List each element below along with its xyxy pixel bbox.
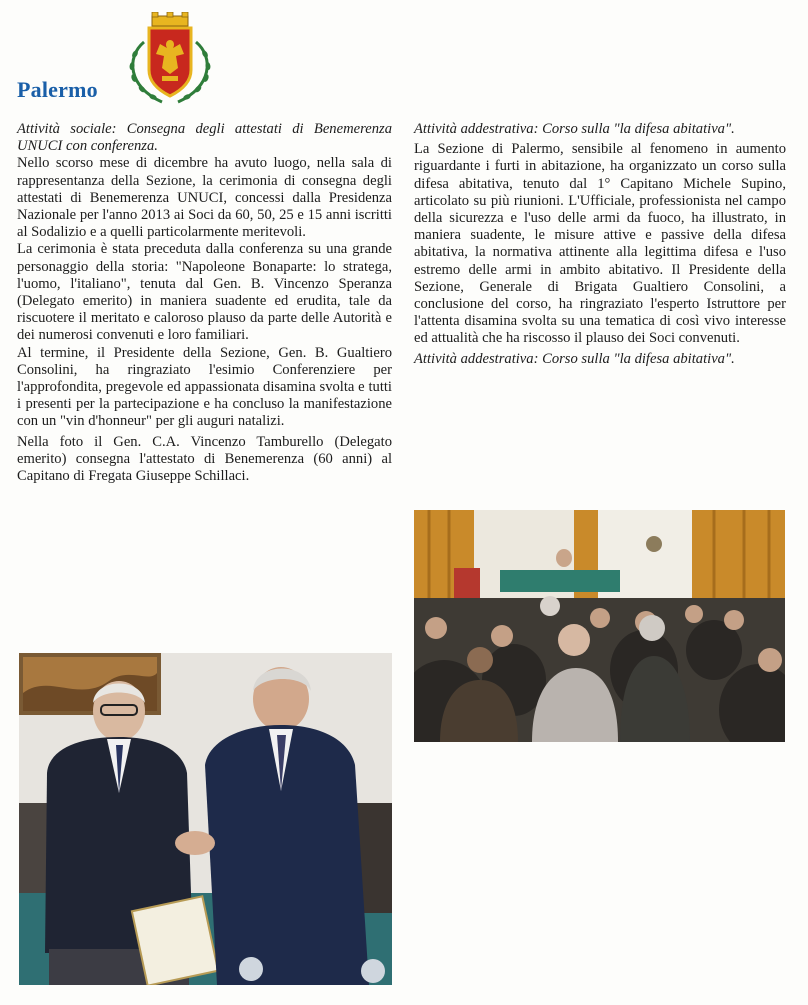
palermo-coat-of-arms-icon [122,12,218,110]
course-audience-photo [414,510,785,742]
left-photo-caption: Nella foto il Gen. C.A. Vincenzo Tamburello (Delegato emerito) consegna l'attestato di Benemerenza (60 anni) al Capitano di Fregata Giuseppe Schillaci. [17,433,392,485]
left-paragraph-1: Nello scorso mese di dicembre ha avuto luogo, nella sala di rappresentanza della Sezione, la cerimonia di consegna degli attestati di Benemerenza UNUCI, concessi dalla Presidenza Nazionale per l'anno 2013 ai Soci da 60, 50, 25 e 15 anni iscritti al Sodalizio e a quelli particolarmente meritevoli. [17,155,392,241]
right-paragraph-1: La Sezione di Palermo, sensibile al fenomeno in aumento riguardante i furti in abitazione, ha organizzato un corso sulla difesa abitativa, tenuto dal 1° Capitano Michele Supino, articolato su più riunioni. L'Ufficiale, professionista nel campo della sicurezza e l'uso delle armi da fuoco, ha illustrato, in maniera suadente, le misure attive e passive della difesa abitativa, la normativa attinente alla legittima difesa e l'uso estremo delle armi in ambito abitativo. Il Presidente della Sezione, Generale di Brigata Gualtiero Consolini, a conclusione del corso, ha ringraziato l'esperto Istruttore per l'attenta disamina svolta su una tematica di così vivo interesse ed attualità che ha riscosso il plauso dei Soci convenuti. [414,141,786,347]
ceremony-photo [19,653,392,985]
left-paragraph-2: La cerimonia è stata preceduta dalla conferenza su una grande personaggio della storia: "Napoleone Bonaparte: lo stratega, l'uomo, l'italiano", tenuta dal Gen. B. Vincenzo Speranza (Delegato emerito) in maniera suadente ed erudita, tale da riscuotere il meritato e caloroso plauso da parte delle Autorità e dei numerosi convenuti e loro familiari. [17,241,392,344]
left-paragraph-3: Al termine, il Presidente della Sezione, Gen. B. Gualtiero Consolini, ha ringraziato l'esimio Conferenziere per l'approfondita, pregevole ed appassionata disamina svolta e tutti i presenti per la partecipazione e ha concluso la manifestazione con un "vin d'honneur" per gli auguri natalizi. [17,344,392,430]
right-column [414,121,786,368]
section-title: Palermo [17,77,98,102]
left-column [17,121,392,485]
right-heading: Attività addestrativa: Corso sulla "la difesa abitativa". [414,121,735,137]
left-heading: Attività sociale: Consegna degli attestati di Benemerenza UNUCI con conferenza. [17,121,392,155]
right-photo-caption: Attività addestrativa: Corso sulla "la difesa abitativa". [414,350,735,367]
